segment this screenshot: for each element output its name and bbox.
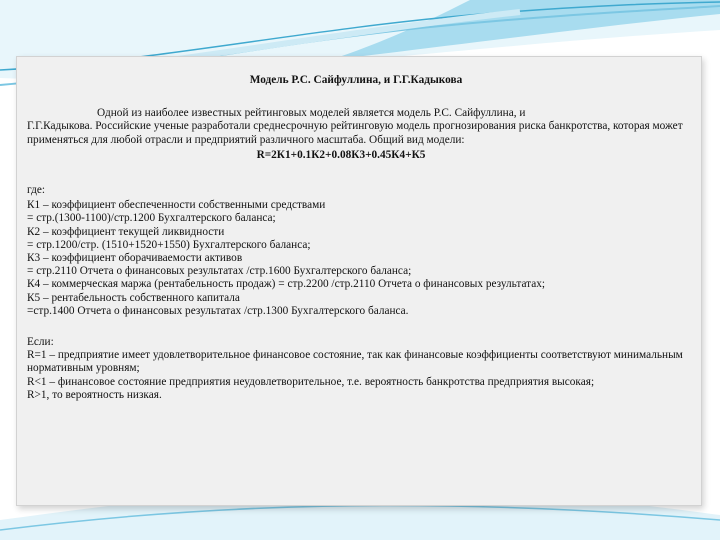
condition-r-greater-1: R>1, то вероятность низкая. [27,388,162,401]
condition-r-equals-1: R=1 – предприятие имеет удовлетворительное финансовое состояние, так как финансовые коэффициенты соответствуют минимальным нормативным уровням; [27,349,683,375]
definition-k4: К4 – коммерческая маржа (рентабельность продаж) = стр.2200 /стр.2110 Отчета о финансовых результатах; [27,278,546,291]
definition-k3-name: К3 – коэффициент оборачиваемости активов [27,252,243,265]
where-label: где: [27,184,45,197]
if-label: Если: [27,336,54,349]
intro-paragraph-first-line: Одной из наиболее известных рейтинговых моделей является модель Р.С. Сайфуллина, и [97,107,526,120]
definition-k1-formula: = стр.(1300-1100)/стр.1200 Бухгалтерского баланса; [27,212,276,225]
definition-k5-formula: =стр.1400 Отчета о финансовых результатах /стр.1300 Бухгалтерского баланса. [27,304,409,317]
intro-paragraph-rest: Г.Г.Кадыкова. Российские ученые разработали среднесрочную рейтинговую модель прогнозирования риска банкротства, которая может применяться для любой отрасли и предприятий различного масштаба. Общий вид модели: [27,120,683,146]
condition-r-less-1: R<1 – финансовое состояние предприятия неудовлетворительное, т.е. вероятность банкротства предприятия высокая; [27,375,595,388]
definition-k1-name: К1 – коэффициент обеспеченности собственными средствами [27,199,326,212]
definition-k5-name: К5 – рентабельность собственного капитала [27,291,240,304]
slide-title: Модель Р.С. Сайфуллина, и Г.Г.Кадыкова [249,74,463,86]
definition-k3-formula: = стр.2110 Отчета о финансовых результатах /стр.1600 Бухгалтерского баланса; [27,265,412,278]
slide-content [27,74,695,402]
definition-k2-name: К2 – коэффициент текущей ликвидности [27,225,225,238]
definition-k2-formula: = стр.1200/стр. (1510+1520+1550) Бухгалтерского баланса; [27,238,311,251]
model-formula: R=2К1+0.1К2+0.08К3+0.45К4+К5 [256,148,426,161]
